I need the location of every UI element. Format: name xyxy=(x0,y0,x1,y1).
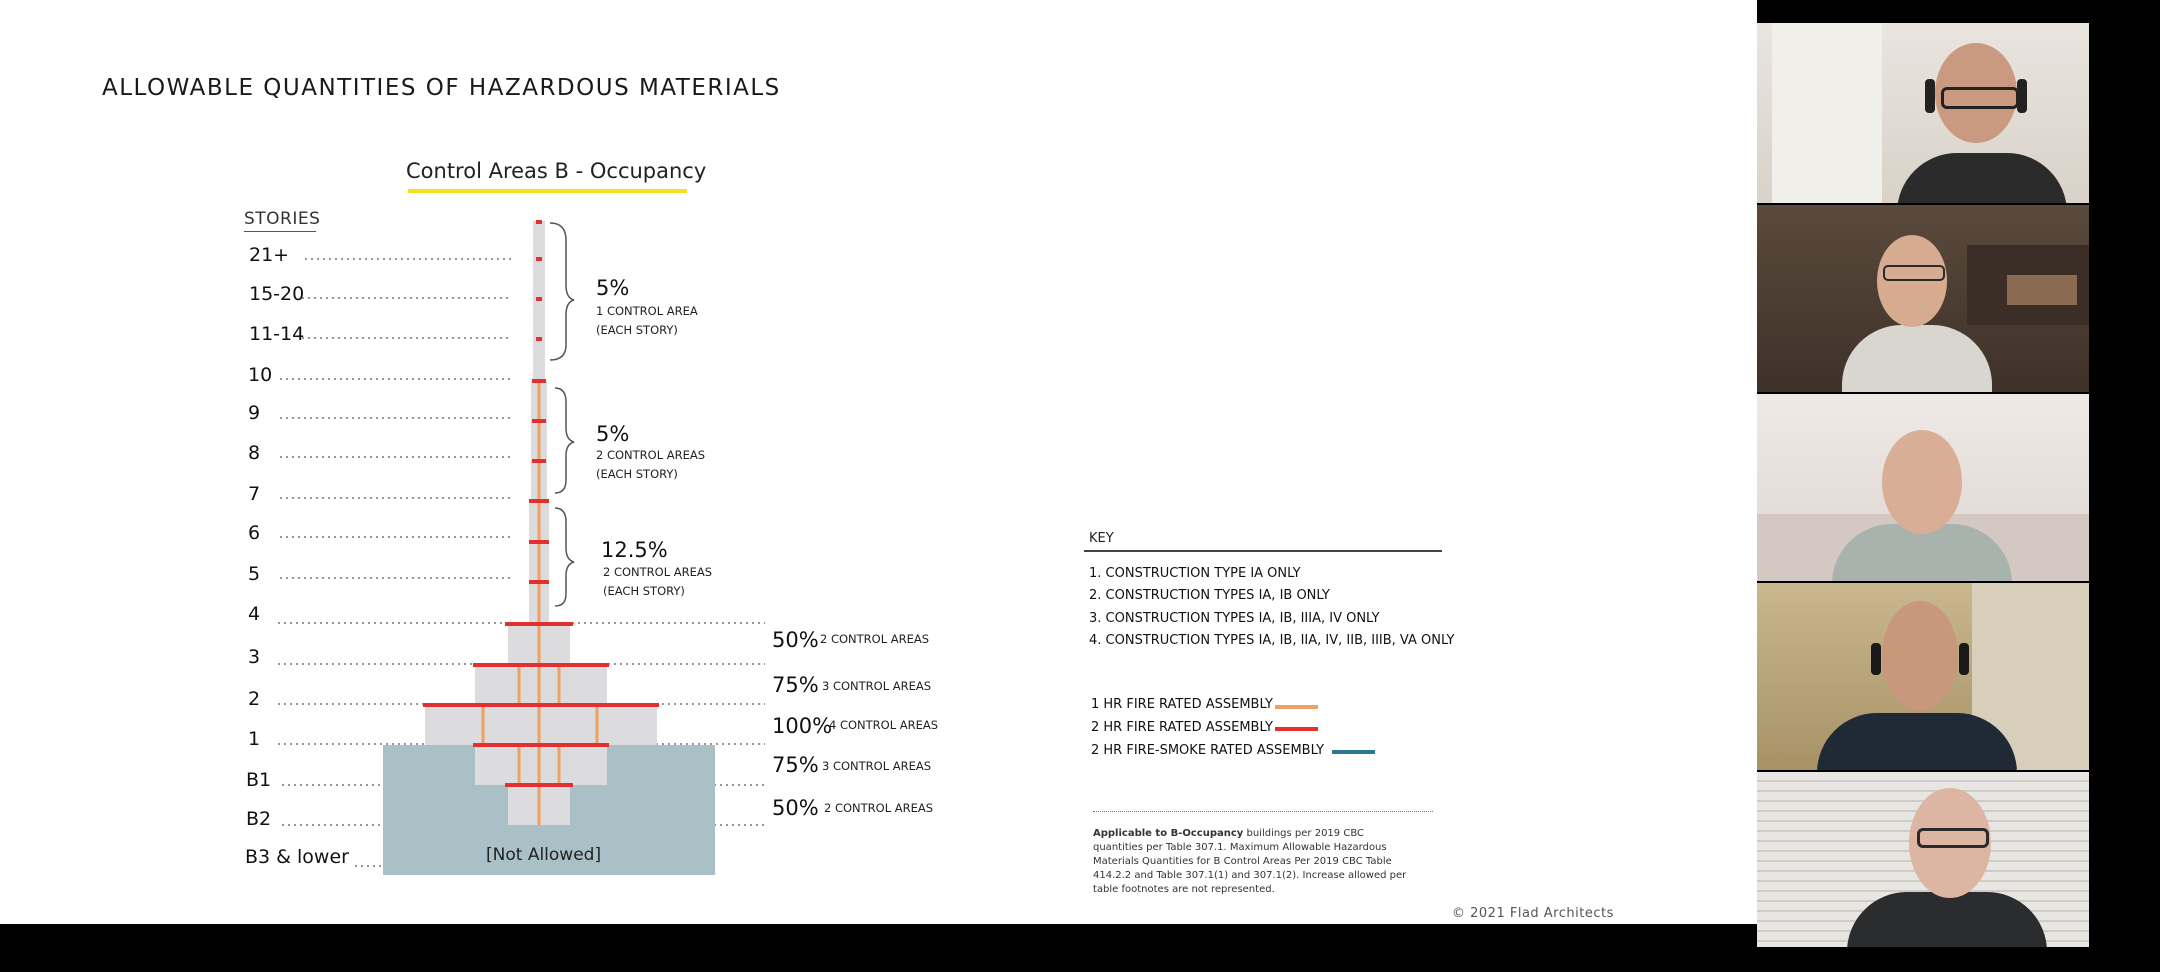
participant-video-tile[interactable] xyxy=(1757,23,2089,203)
legend-swatch-fire-smoke xyxy=(1332,750,1375,754)
tier-note-label: 4 CONTROL AREAS xyxy=(829,718,939,732)
tier-note-pct: 50% xyxy=(772,628,819,652)
level-label: B2 xyxy=(246,808,272,830)
tier-note-pct: 50% xyxy=(772,796,819,820)
participant-video-tile[interactable] xyxy=(1757,394,2089,581)
participant-panel xyxy=(1757,23,2089,947)
key-divider xyxy=(1084,550,1442,552)
level-label: 6 xyxy=(248,522,261,544)
tier-note-label: 2 CONTROL AREAS xyxy=(824,801,934,815)
key-item: 1. CONSTRUCTION TYPE IA ONLY xyxy=(1089,566,1301,581)
brace-note-pct: 5% xyxy=(596,422,630,446)
key-item: 2. CONSTRUCTION TYPES IA, IB ONLY xyxy=(1089,588,1330,603)
level-label: 3 xyxy=(248,646,261,668)
level-label: 4 xyxy=(248,603,261,625)
level-label: 15-20 xyxy=(249,283,305,305)
right-letterbox xyxy=(2089,23,2160,947)
brace-note-line2: (EACH STORY) xyxy=(596,467,678,481)
participant-video-tile[interactable] xyxy=(1757,583,2089,770)
level-label: 9 xyxy=(248,402,261,424)
level-label: 5 xyxy=(248,563,261,585)
footnote-text: buildings per 2019 CBC quantities per Table 307.1. Maximum Allowable Hazardous Materials Quantities for B Control Areas Per 2019 CBC Table 414.2.2 and Table 307.1(1) and 307.1(2). Increase allowed per table footnotes are not represented. xyxy=(1093,828,1407,895)
tier-note-pct: 75% xyxy=(772,673,819,697)
brace-note-line2: (EACH STORY) xyxy=(603,584,685,598)
tier-note-pct: 100% xyxy=(772,714,833,738)
footnote-divider xyxy=(1093,811,1433,812)
tier-note-label: 3 CONTROL AREAS xyxy=(822,759,932,773)
legend-label: 1 HR FIRE RATED ASSEMBLY xyxy=(1091,697,1273,712)
brace-note-pct: 5% xyxy=(596,276,630,300)
brace-note-pct: 12.5% xyxy=(601,538,668,562)
bracket-braces xyxy=(550,223,574,606)
participant-video-tile[interactable] xyxy=(1757,772,2089,947)
brace-note-line2: (EACH STORY) xyxy=(596,323,678,337)
level-label: 7 xyxy=(248,483,261,505)
legend-label: 2 HR FIRE-SMOKE RATED ASSEMBLY xyxy=(1091,743,1325,758)
legend-swatch-2hr xyxy=(1275,727,1318,731)
level-label: B3 & lower xyxy=(245,846,349,868)
tier-note-label: 3 CONTROL AREAS xyxy=(822,679,932,693)
key-item: 4. CONSTRUCTION TYPES IA, IB, IIA, IV, IIB, IIIB, VA ONLY xyxy=(1089,633,1455,648)
legend-swatch-1hr xyxy=(1275,705,1318,709)
brace-note-line1: 2 CONTROL AREAS xyxy=(603,565,713,579)
level-label: B1 xyxy=(246,769,272,791)
level-label: 1 xyxy=(248,728,261,750)
brace-note-line1: 1 CONTROL AREA xyxy=(596,304,698,318)
footnote-bold: Applicable to B-Occupancy xyxy=(1093,828,1244,839)
level-label: 10 xyxy=(248,364,273,386)
tier-note-label: 2 CONTROL AREAS xyxy=(820,632,930,646)
key-heading: KEY xyxy=(1089,531,1114,546)
not-allowed-label: [Not Allowed] xyxy=(486,845,602,865)
level-label: 2 xyxy=(248,688,261,710)
diagram-subtitle: Control Areas B - Occupancy xyxy=(406,159,707,183)
key-item: 3. CONSTRUCTION TYPES IA, IB, IIIA, IV ONLY xyxy=(1089,611,1380,626)
level-label: 21+ xyxy=(249,244,290,266)
level-label: 8 xyxy=(248,442,261,464)
brace-note-line1: 2 CONTROL AREAS xyxy=(596,448,706,462)
participant-video-tile[interactable] xyxy=(1757,205,2089,392)
bottom-letterbox xyxy=(0,947,2160,972)
stories-heading: STORIES xyxy=(244,209,321,229)
legend-label: 2 HR FIRE RATED ASSEMBLY xyxy=(1091,720,1273,735)
level-label: 11-14 xyxy=(249,323,305,345)
footnote xyxy=(1093,827,1413,897)
tier-note-pct: 75% xyxy=(772,753,819,777)
copyright: © 2021 Flad Architects xyxy=(1452,906,1614,921)
slide-title: ALLOWABLE QUANTITIES OF HAZARDOUS MATERIALS xyxy=(102,75,781,101)
